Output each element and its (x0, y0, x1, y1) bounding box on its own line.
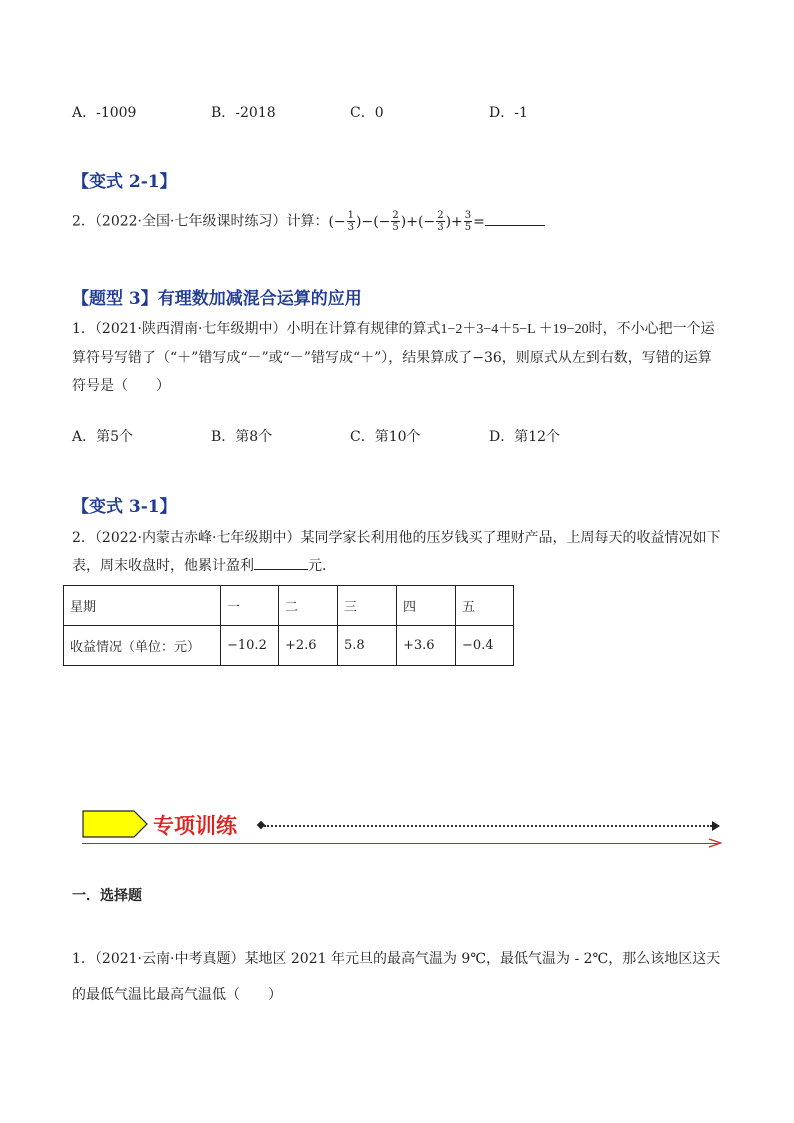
red-arrow-icon (708, 838, 722, 848)
question-source: （2021·云南·中考真题） (94, 951, 245, 967)
question-number: 2． (72, 213, 95, 230)
table-cell: 5.8 (338, 626, 397, 666)
option-d: D．-1 (489, 105, 528, 121)
option-b: B．第8个 (211, 429, 273, 445)
question-source: （2022·内蒙古赤峰·七年级期中） (94, 530, 301, 546)
question-stem-start: 小明在计算有规律的算式 (286, 321, 441, 337)
option-b: B．-2018 (211, 105, 276, 121)
question-lead: 计算： (286, 213, 329, 230)
dotted-divider (264, 825, 712, 827)
option-a: A．第5个 (72, 429, 134, 445)
income-table (63, 585, 514, 666)
type-3-heading: 【题型 3】有理数加减混合运算的应用 (72, 289, 362, 309)
question-number: 1． (72, 951, 95, 967)
variant-2-1-heading: 【变式 2-1】 (72, 172, 177, 192)
question-source: （2021·陕西渭南·七年级期中） (94, 321, 287, 337)
red-divider (82, 843, 718, 844)
variant-3-1-question (72, 524, 724, 580)
question-stem-start: 某同学家长利用他的压岁钱买了理财产品，上周每天的收益情况如下表，周末收盘时，他累计盈利 (72, 530, 721, 574)
question-number: 2． (72, 530, 95, 546)
option-a: A．-1009 (72, 105, 137, 121)
table-cell: 二 (279, 586, 338, 626)
variant-2-1-question (72, 210, 545, 233)
section-one-heading: 一．选择题 (72, 888, 142, 904)
option-d: D．第12个 (489, 429, 561, 445)
table-cell: 星期 (64, 586, 221, 626)
fraction: $\frac{3}{5}$ (464, 210, 472, 233)
banner-arrow-icon (82, 810, 148, 838)
question-stem-end: 时，不小心把一个运算符号写错了（“＋”错写成“－”或“－”错写成“＋”），结果算成了−36，则原式从左到右数，写错的运算符号是（ ） (72, 321, 715, 394)
fraction: $\frac{2}{3}$ (437, 210, 444, 233)
banner-title: 专项训练 (153, 813, 237, 838)
type-3-options (72, 426, 754, 446)
prev-question-options (72, 102, 754, 122)
question-number: 1． (72, 321, 95, 337)
answer-blank (254, 569, 308, 570)
math-expression: 1−2＋3−4＋5−L ＋19−20 (440, 322, 589, 337)
table-cell: −0.4 (456, 626, 514, 666)
table-row (64, 626, 514, 666)
question-stem: 某地区 2021 年元旦的最高气温为 9℃，最低气温为 - 2℃，那么该地区这天的最低气温比最高气温低（ ） (72, 951, 721, 1003)
answer-blank (485, 225, 545, 226)
fraction: $\frac{1}{3}$ (347, 210, 355, 233)
option-c: C．0 (350, 105, 384, 121)
table-cell: 四 (397, 586, 456, 626)
section-one-question (72, 941, 724, 1013)
math-expression: (− $\frac{1}{3}$ )−(− $\frac{2}{5}$ )+(− $\frac{2}{3}$ )+ $\frac{3}{5}$ = (328, 210, 485, 233)
table-cell: +3.6 (397, 626, 456, 666)
variant-3-1-heading: 【变式 3-1】 (72, 497, 177, 517)
table-cell: 收益情况（单位：元） (64, 626, 221, 666)
table-cell: 一 (221, 586, 279, 626)
type-3-question (72, 315, 724, 400)
option-c: C．第10个 (350, 429, 421, 445)
table-header-row (64, 586, 514, 626)
table-cell: 五 (456, 586, 514, 626)
question-source: （2022·全国·七年级课时练习） (94, 213, 287, 230)
table-cell: 三 (338, 586, 397, 626)
question-stem-end: 元． (308, 558, 336, 574)
arrow-head-icon (712, 821, 720, 831)
table-cell: +2.6 (279, 626, 338, 666)
fraction: $\frac{2}{5}$ (392, 210, 399, 233)
table-cell: −10.2 (221, 626, 279, 666)
